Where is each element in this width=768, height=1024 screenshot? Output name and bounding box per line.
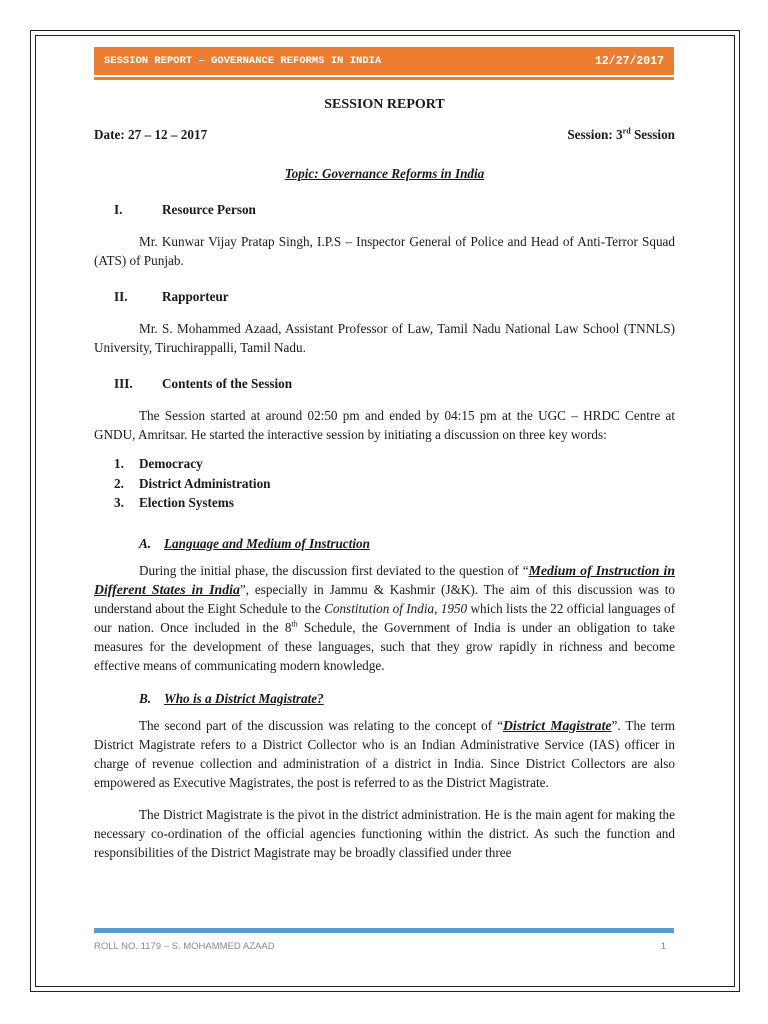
- section-heading-resource-person: I. Resource Person: [114, 202, 256, 217]
- date-session-row: [94, 125, 675, 144]
- section-heading-rapporteur: II. Rapporteur: [114, 289, 229, 304]
- topic-heading: Topic: Governance Reforms in India: [284, 166, 485, 181]
- list-item: 3. Election Systems: [114, 495, 234, 510]
- running-footer: [94, 941, 674, 952]
- contents-intro: The Session started at around 02:50 pm and ended by 04:15 pm at the UGC – HRDC Centre at GNDU, Amritsar. He started the interactive session by initiating a discussion on three key words:: [94, 408, 675, 442]
- paragraph-district-magistrate-role: The District Magistrate is the pivot in the district administration. He is the main agent for making the necessary co-ordination of the official agencies functioning within the district. As such the function and responsibilities of the District Magistrate may be broadly classified under three: [94, 806, 675, 860]
- header-rule: [94, 77, 674, 80]
- footer-author: ROLL NO. 1179 – S. MOHAMMED AZAAD: [94, 941, 275, 952]
- header-title: SESSION REPORT – GOVERNANCE REFORMS IN INDIA: [104, 55, 382, 67]
- report-title: SESSION REPORT: [324, 97, 445, 112]
- list-item: 2. District Administration: [114, 475, 271, 491]
- page-number: 1: [660, 941, 666, 952]
- report-date: Date: 27 – 12 – 2017: [94, 127, 208, 142]
- subsection-heading-b: B. Who is a District Magistrate?: [139, 690, 324, 706]
- paragraph-language: During the initial phase, the discussion first deviated to the question of “Medium of Instruction in Different States in India”, especially in Jammu & Kashmir (J&K). The aim of this discussion was to understand about the Eight Schedule to the Constitution of India, 1950 which lists the 22 official languages of our nation. Once included in the 8th Schedule, the Government of India is under an obligation to take measures for the development of these languages, such that they grow rapidly in richness and become effective means of communicating modern knowledge.: [94, 562, 675, 673]
- rapporteur-text: Mr. S. Mohammed Azaad, Assistant Professor of Law, Tamil Nadu National Law School (TNNLS) University, Tiruchirappalli, Tamil Nadu.: [94, 321, 675, 355]
- key-words-list: [94, 454, 675, 513]
- header-date: 12/27/2017: [594, 54, 664, 68]
- resource-person-text: Mr. Kunwar Vijay Pratap Singh, I.P.S – Inspector General of Police and Head of Anti-Terror Squad (ATS) of Punjab.: [94, 234, 675, 268]
- subsection-heading-a: A. Language and Medium of Instruction: [139, 535, 370, 551]
- session-number: Session: 3rd Session: [567, 126, 675, 142]
- running-header: [94, 47, 674, 75]
- footer-rule: [94, 928, 674, 933]
- paragraph-district-magistrate: The second part of the discussion was relating to the concept of “District Magistrate”. The term District Magistrate refers to a District Collector who is an Indian Administrative Service (IAS) officer in charge of revenue collection and administration of a district in India. Since District Collectors are also empowered as Executive Magistrates, the post is referred to as the District Magistrate.: [94, 717, 675, 790]
- list-item: 1. Democracy: [114, 456, 203, 471]
- document-body: [94, 95, 675, 862]
- section-heading-contents: III. Contents of the Session: [114, 376, 293, 391]
